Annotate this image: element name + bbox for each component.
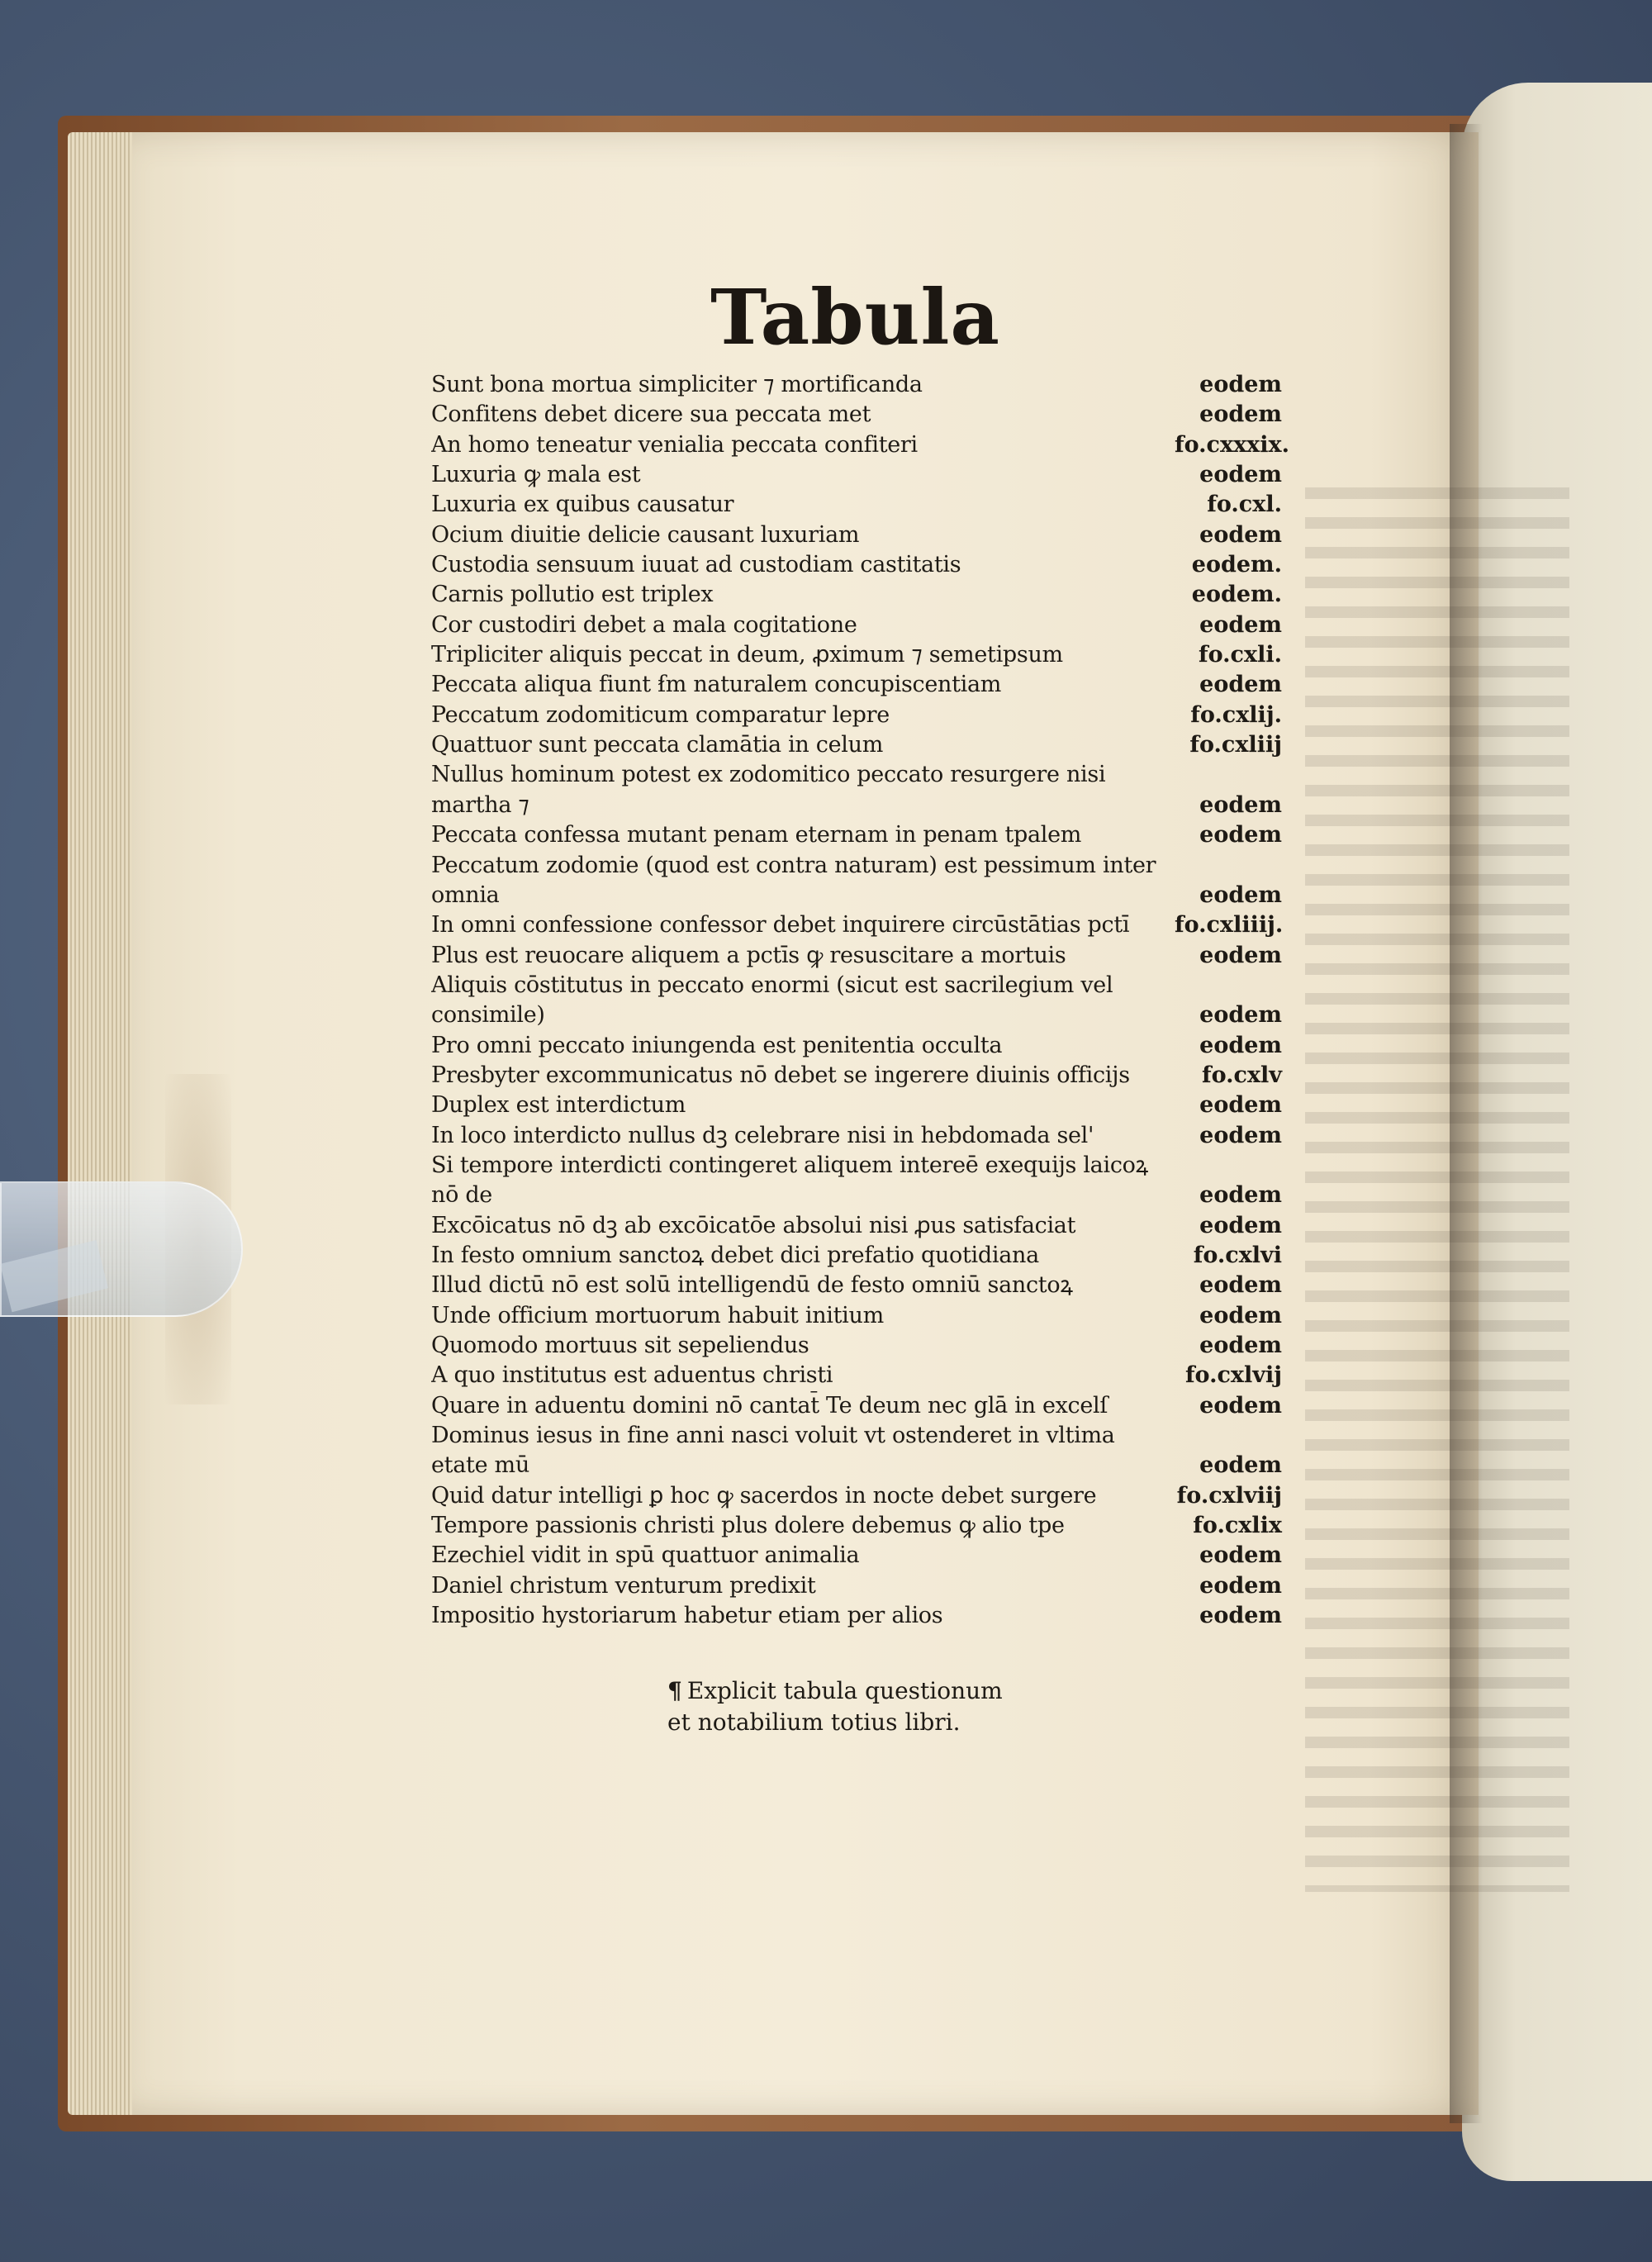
entry-folio-ref: eodem (1199, 1392, 1282, 1419)
entry-text: Duplex est interdictum (431, 1092, 686, 1119)
index-entry (431, 1571, 1282, 1601)
index-entry (431, 490, 1282, 520)
entry-text: In loco interdicto nullus dꝫ celebrare nisi in hebdomada sel' (431, 1122, 1094, 1148)
entry-folio-ref: eodem (1199, 1542, 1282, 1569)
index-entry (431, 1481, 1282, 1511)
entry-text: Peccata aliqua fiunt ẜm naturalem concupiscentiam (431, 672, 1002, 698)
explicit-line-1: Explicit tabula questionum (686, 1677, 1003, 1704)
entry-text: An homo teneatur venialia peccata confiteri (431, 431, 918, 458)
entry-text: Nullus hominum potest ex zodomitico peccato resurgere nisi martha ⁊ (431, 762, 1106, 818)
entry-text: In festo omnium sanctoꝝ debet dici prefatio quotidiana (431, 1242, 1039, 1268)
book-gutter (1450, 124, 1483, 2123)
entry-folio-ref: eodem (1199, 1272, 1282, 1299)
index-entry (431, 1421, 1282, 1481)
index-entry (431, 1241, 1282, 1271)
entry-folio-ref: eodem (1199, 1002, 1282, 1029)
entry-folio-ref: fo.cxlv (1201, 1062, 1282, 1088)
index-entry (431, 1541, 1282, 1571)
index-entry (431, 971, 1282, 1031)
entry-text: Plus est reuocare aliquem a pctīs ꝙ resuscitare a mortuis (431, 942, 1066, 968)
index-entry (431, 1091, 1282, 1120)
entry-folio-ref: eodem (1199, 1603, 1282, 1629)
index-entry (431, 1331, 1282, 1361)
entry-text: Custodia sensuum iuuat ad custodiam castitatis (431, 552, 961, 578)
entry-text: Illud dictū nō est solū intelligendū de festo omniū sanctoꝝ (431, 1272, 1073, 1299)
entry-text: Impositio hystoriarum habetur etiam per alios (431, 1603, 943, 1629)
entry-text: Quattuor sunt peccata clamātia in celum (431, 732, 884, 758)
index-entry (431, 1121, 1282, 1151)
index-entry (431, 1601, 1282, 1631)
entry-text: Luxuria ꝙ mala est (431, 462, 641, 488)
entry-text: Tempore passionis christi plus dolere debemus ꝙ alio tpe (431, 1513, 1065, 1539)
entry-folio-ref: eodem (1199, 1302, 1282, 1328)
page-heading: Tabula (710, 273, 1001, 362)
entry-folio-ref: eodem (1199, 791, 1282, 818)
entry-text: Luxuria ex quibus causatur (431, 492, 734, 518)
entry-folio-ref: eodem (1199, 1032, 1282, 1058)
entry-text: Peccata confessa mutant penam eternam in penam tpalem (431, 822, 1082, 848)
entry-folio-ref: eodem (1199, 822, 1282, 848)
explicit-line-2: et notabilium totius libri. (667, 1708, 961, 1736)
index-entry (431, 851, 1282, 911)
entry-folio-ref: eodem. (1191, 552, 1282, 578)
entry-text: Unde officium mortuorum habuit initium (431, 1302, 884, 1328)
index-entry (431, 1151, 1282, 1211)
entry-folio-ref: eodem (1199, 521, 1282, 548)
index-entry (431, 820, 1282, 850)
index-entry (431, 400, 1282, 430)
entry-text: Dominus iesus in fine anni nasci voluit vt ostenderet in vltima etate mū (431, 1423, 1115, 1479)
entry-text: Si tempore interdicti contingeret aliquem intereē exequijs laicoꝝ nō de (431, 1152, 1148, 1209)
entry-folio-ref: fo.cxxxix. (1175, 431, 1290, 458)
entry-text: Carnis pollutio est triplex (431, 582, 714, 608)
show-through-text (1305, 487, 1569, 1892)
entry-folio-ref: eodem. (1191, 582, 1282, 608)
entry-text: Quid datur intelligi ꝑ hoc ꝙ sacerdos in nocte debet surgere (431, 1482, 1097, 1509)
index-entry (431, 910, 1282, 940)
entry-text: Quomodo mortuus sit sepeliendus (431, 1333, 809, 1358)
pilcrow-mark: ¶ (667, 1677, 682, 1704)
entry-folio-ref: eodem (1199, 1182, 1282, 1209)
entry-text: Pro omni peccato iniungenda est penitentia occulta (431, 1032, 1003, 1058)
entry-folio-ref: fo.cxl. (1207, 492, 1282, 518)
index-entry (431, 520, 1282, 550)
index-entry (431, 370, 1282, 400)
entry-text: Ocium diuitie delicie causant luxuriam (431, 521, 860, 548)
page-edges (68, 132, 142, 2115)
entry-folio-ref: fo.cxli. (1199, 642, 1282, 668)
entry-text: A quo institutus est aduentus christi (431, 1362, 833, 1389)
index-entry (431, 1391, 1282, 1421)
entry-folio-ref: eodem (1199, 402, 1282, 428)
entry-folio-ref: fo.cxlvi (1193, 1242, 1282, 1268)
explicit-colophon (667, 1675, 1003, 1738)
index-entry (431, 1061, 1282, 1091)
index-entry (431, 1301, 1282, 1331)
index-entry (431, 550, 1282, 580)
index-entry (431, 640, 1282, 670)
entry-folio-ref: fo.cxlix (1193, 1513, 1282, 1539)
index-entry (431, 760, 1282, 820)
index-entries (431, 370, 1290, 1631)
entry-folio-ref: fo.cxlviij (1176, 1482, 1282, 1509)
index-entry (431, 1511, 1282, 1541)
index-entry (431, 1271, 1282, 1300)
entry-text: Aliquis cōstitutus in peccato enormi (sicut est sacrilegium vel consimile) (431, 972, 1113, 1029)
entry-folio-ref: eodem (1199, 1212, 1282, 1238)
entry-folio-ref: eodem (1199, 1092, 1282, 1119)
entry-text: Confitens debet dicere sua peccata met (431, 402, 871, 428)
index-entry (431, 1211, 1282, 1241)
entry-text: In omni confessione confessor debet inquirere circūstātias pctī (431, 912, 1130, 939)
entry-text: Presbyter excommunicatus nō debet se ingerere diuinis officijs (431, 1062, 1130, 1088)
index-entry (431, 701, 1282, 730)
index-entry (431, 460, 1282, 490)
entry-folio-ref: eodem (1199, 672, 1282, 698)
index-entry (431, 670, 1282, 700)
entry-folio-ref: eodem (1199, 1333, 1282, 1358)
entry-folio-ref: eodem (1199, 882, 1282, 908)
entry-folio-ref: eodem (1199, 462, 1282, 488)
entry-text: Daniel christum venturum predixit (431, 1572, 816, 1599)
entry-folio-ref: eodem (1199, 1122, 1282, 1148)
index-entry (431, 1361, 1282, 1390)
entry-text: Quare in aduentu domini nō cantat̄ Te deum nec glā in excelſ (431, 1392, 1108, 1419)
entry-text: Tripliciter aliquis peccat in deum, ꝓximum ⁊ semetipsum (431, 642, 1063, 668)
entry-text: Peccatum zodomiticum comparatur lepre (431, 701, 890, 728)
entry-folio-ref: eodem (1199, 1452, 1282, 1479)
entry-text: Peccatum zodomie (quod est contra naturam) est pessimum inter omnia (431, 852, 1156, 908)
entry-text: Cor custodiri debet a mala cogitatione (431, 611, 857, 638)
entry-text: Sunt bona mortua simpliciter ⁊ mortificanda (431, 372, 923, 397)
entry-text: Ezechiel vidit in spū quattuor animalia (431, 1542, 860, 1569)
entry-folio-ref: fo.cxlij. (1190, 701, 1282, 728)
entry-folio-ref: eodem (1199, 372, 1282, 397)
index-entry (431, 611, 1282, 640)
entry-folio-ref: fo.cxlvij (1184, 1362, 1282, 1389)
entry-text: Excōicatus nō dꝫ ab excōicatōe absolui nisi ꝓus satisfaciat (431, 1212, 1076, 1238)
index-entry (431, 730, 1282, 760)
entry-folio-ref: eodem (1199, 942, 1282, 968)
index-entry (431, 1031, 1282, 1061)
entry-folio-ref: fo.cxliij (1189, 732, 1282, 758)
index-entry (431, 580, 1282, 610)
entry-folio-ref: eodem (1199, 611, 1282, 638)
index-entry (431, 430, 1290, 460)
entry-folio-ref: eodem (1199, 1572, 1282, 1599)
index-entry (431, 941, 1282, 971)
entry-folio-ref: fo.cxliiij. (1175, 912, 1284, 939)
